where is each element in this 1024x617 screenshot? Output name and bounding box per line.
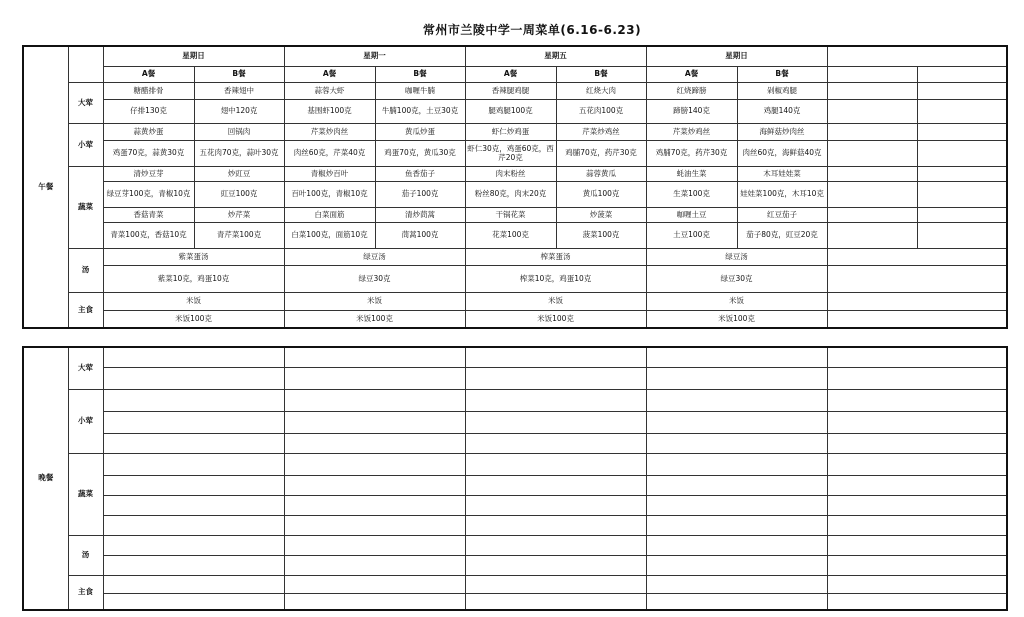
dish-cell: 蚝油生菜 (646, 167, 737, 182)
ingredient-cell: 翅中120克 (194, 100, 284, 124)
empty-cell (827, 292, 1007, 310)
empty-cell (917, 207, 1007, 222)
ingredient-cell: 鸡脯70克，药芹30克 (556, 141, 646, 167)
category-shucai: 蔬菜 (68, 167, 103, 249)
dish-cell: 香辣腿鸡腿 (465, 83, 556, 100)
ingredient-cell: 茼蒿100克 (375, 222, 465, 248)
category-dacai: 大荤 (68, 83, 103, 124)
category-zhushi: 主食 (68, 575, 103, 610)
empty-cell (917, 100, 1007, 124)
b-meal-header: B餐 (737, 66, 827, 82)
empty-cell (827, 100, 917, 124)
staple-cell: 米饭 (465, 292, 646, 310)
empty-cell (827, 123, 917, 140)
lunch-menu-table (22, 45, 1008, 329)
staple-cell: 米饭 (646, 292, 827, 310)
b-meal-header: B餐 (556, 66, 646, 82)
ingredient-cell: 绿豆30克 (646, 266, 827, 293)
ingredient-cell: 白菜100克，面筋10克 (284, 222, 375, 248)
ingredient-cell: 茄子80克，豇豆20克 (737, 222, 827, 248)
ingredient-cell: 娃娃菜100克，木耳10克 (737, 182, 827, 208)
ingredient-cell: 鸡蛋70克，黄瓜30克 (375, 141, 465, 167)
ingredient-cell: 鸡脯70克，药芹30克 (646, 141, 737, 167)
ingredient-cell: 米饭100克 (646, 311, 827, 328)
ingredient-cell: 菠菜100克 (556, 222, 646, 248)
empty-cell (827, 66, 917, 82)
soup-cell: 绿豆汤 (284, 248, 465, 265)
empty-cell (827, 266, 1007, 293)
dish-cell: 海鲜菇炒肉丝 (737, 123, 827, 140)
ingredient-cell: 花菜100克 (465, 222, 556, 248)
category-tang: 汤 (68, 535, 103, 575)
ingredient-cell: 粉丝80克，肉末20克 (465, 182, 556, 208)
dish-cell: 蒜蓉黄瓜 (556, 167, 646, 182)
ingredient-cell: 青菜100克，香菇10克 (103, 222, 194, 248)
ingredient-cell: 蹄膀140克 (646, 100, 737, 124)
ingredient-cell: 紫菜10克，鸡蛋10克 (103, 266, 284, 293)
empty-cell (827, 46, 1007, 66)
category-zhushi: 主食 (68, 292, 103, 328)
ingredient-cell: 米饭100克 (103, 311, 284, 328)
empty-cell (917, 123, 1007, 140)
ingredient-cell: 米饭100克 (465, 311, 646, 328)
ingredient-cell: 绿豆芽100克，青椒10克 (103, 182, 194, 208)
empty-cell (917, 66, 1007, 82)
empty-cell (827, 167, 917, 182)
dish-cell: 青椒炒百叶 (284, 167, 375, 182)
ingredient-cell: 鸡腿140克 (737, 100, 827, 124)
ingredient-cell: 生菜100克 (646, 182, 737, 208)
ingredient-cell: 牛腩100克，土豆30克 (375, 100, 465, 124)
empty-cell (827, 222, 917, 248)
dish-cell: 芹菜炒肉丝 (284, 123, 375, 140)
empty-cell (917, 141, 1007, 167)
dish-cell: 炒芹菜 (194, 207, 284, 222)
dish-cell: 肉末粉丝 (465, 167, 556, 182)
dish-cell: 虾仁炒鸡蛋 (465, 123, 556, 140)
ingredient-cell: 土豆100克 (646, 222, 737, 248)
ingredient-cell: 五花肉100克 (556, 100, 646, 124)
ingredient-cell: 茄子100克 (375, 182, 465, 208)
empty-cell (917, 83, 1007, 100)
dish-cell: 红烧大肉 (556, 83, 646, 100)
ingredient-cell: 五花肉70克，蒜叶30克 (194, 141, 284, 167)
dish-cell: 鱼香茄子 (375, 167, 465, 182)
dish-cell: 干锅花菜 (465, 207, 556, 222)
ingredient-cell: 黄瓜100克 (556, 182, 646, 208)
dinner-menu-table (22, 346, 1008, 611)
empty-cell (827, 83, 917, 100)
category-tang: 汤 (68, 248, 103, 292)
soup-cell: 绿豆汤 (646, 248, 827, 265)
a-meal-header: A餐 (646, 66, 737, 82)
ingredient-cell: 绿豆30克 (284, 266, 465, 293)
dish-cell: 芹菜炒鸡丝 (556, 123, 646, 140)
a-meal-header: A餐 (103, 66, 194, 82)
empty-cell (827, 207, 917, 222)
page-title: 常州市兰陵中学一周菜单(6.16-6.23) (422, 23, 642, 37)
dish-cell: 香辣翅中 (194, 83, 284, 100)
a-meal-header: A餐 (284, 66, 375, 82)
ingredient-cell: 百叶100克，青椒10克 (284, 182, 375, 208)
ingredient-cell: 青芹菜100克 (194, 222, 284, 248)
empty-cell (827, 311, 1007, 328)
ingredient-cell: 米饭100克 (284, 311, 465, 328)
dish-cell: 芹菜炒鸡丝 (646, 123, 737, 140)
soup-cell: 榨菜蛋汤 (465, 248, 646, 265)
header-corner (68, 46, 103, 83)
category-dacai: 大荤 (68, 347, 103, 389)
staple-cell: 米饭 (103, 292, 284, 310)
b-meal-header: B餐 (194, 66, 284, 82)
dish-cell: 咖喱牛腩 (375, 83, 465, 100)
soup-cell: 紫菜蛋汤 (103, 248, 284, 265)
ingredient-cell: 虾仁30克，鸡蛋60克，西芹20克 (465, 141, 556, 167)
ingredient-cell: 肉丝60克，海鲜菇40克 (737, 141, 827, 167)
dish-cell: 木耳娃娃菜 (737, 167, 827, 182)
category-xiaohun: 小荤 (68, 123, 103, 166)
a-meal-header: A餐 (465, 66, 556, 82)
b-meal-header: B餐 (375, 66, 465, 82)
dish-cell: 黄瓜炒蛋 (375, 123, 465, 140)
ingredient-cell: 基围虾100克 (284, 100, 375, 124)
ingredient-cell: 腿鸡腿100克 (465, 100, 556, 124)
dish-cell: 炒豇豆 (194, 167, 284, 182)
empty-cell (917, 222, 1007, 248)
ingredient-cell: 鸡蛋70克，蒜黄30克 (103, 141, 194, 167)
ingredient-cell: 榨菜10克，鸡蛋10克 (465, 266, 646, 293)
empty-cell (917, 167, 1007, 182)
lunch-label: 午餐 (23, 46, 68, 328)
dish-cell: 红烧蹄膀 (646, 83, 737, 100)
dinner-label: 晚餐 (23, 347, 68, 610)
dish-cell: 香菇青菜 (103, 207, 194, 222)
dish-cell: 蒜蓉大虾 (284, 83, 375, 100)
ingredient-cell: 仔排130克 (103, 100, 194, 124)
dish-cell: 红豆茄子 (737, 207, 827, 222)
day-header: 星期五 (465, 46, 646, 66)
staple-cell: 米饭 (284, 292, 465, 310)
day-header: 星期日 (103, 46, 284, 66)
ingredient-cell: 肉丝60克，芹菜40克 (284, 141, 375, 167)
ingredient-cell: 豇豆100克 (194, 182, 284, 208)
dish-cell: 白菜面筋 (284, 207, 375, 222)
empty-cell (827, 141, 917, 167)
empty-cell (827, 248, 1007, 265)
dish-cell: 糖醋排骨 (103, 83, 194, 100)
empty-cell (917, 182, 1007, 208)
dish-cell: 回锅肉 (194, 123, 284, 140)
dish-cell: 蒜黄炒蛋 (103, 123, 194, 140)
dish-cell: 清炒豆芽 (103, 167, 194, 182)
dish-cell: 清炒茼蒿 (375, 207, 465, 222)
category-xiaohun: 小荤 (68, 389, 103, 453)
empty-cell (827, 182, 917, 208)
dish-cell: 剁椒鸡腿 (737, 83, 827, 100)
dish-cell: 炒菠菜 (556, 207, 646, 222)
category-shucai: 蔬菜 (68, 453, 103, 535)
day-header: 星期一 (284, 46, 465, 66)
dish-cell: 咖喱土豆 (646, 207, 737, 222)
day-header: 星期日 (646, 46, 827, 66)
